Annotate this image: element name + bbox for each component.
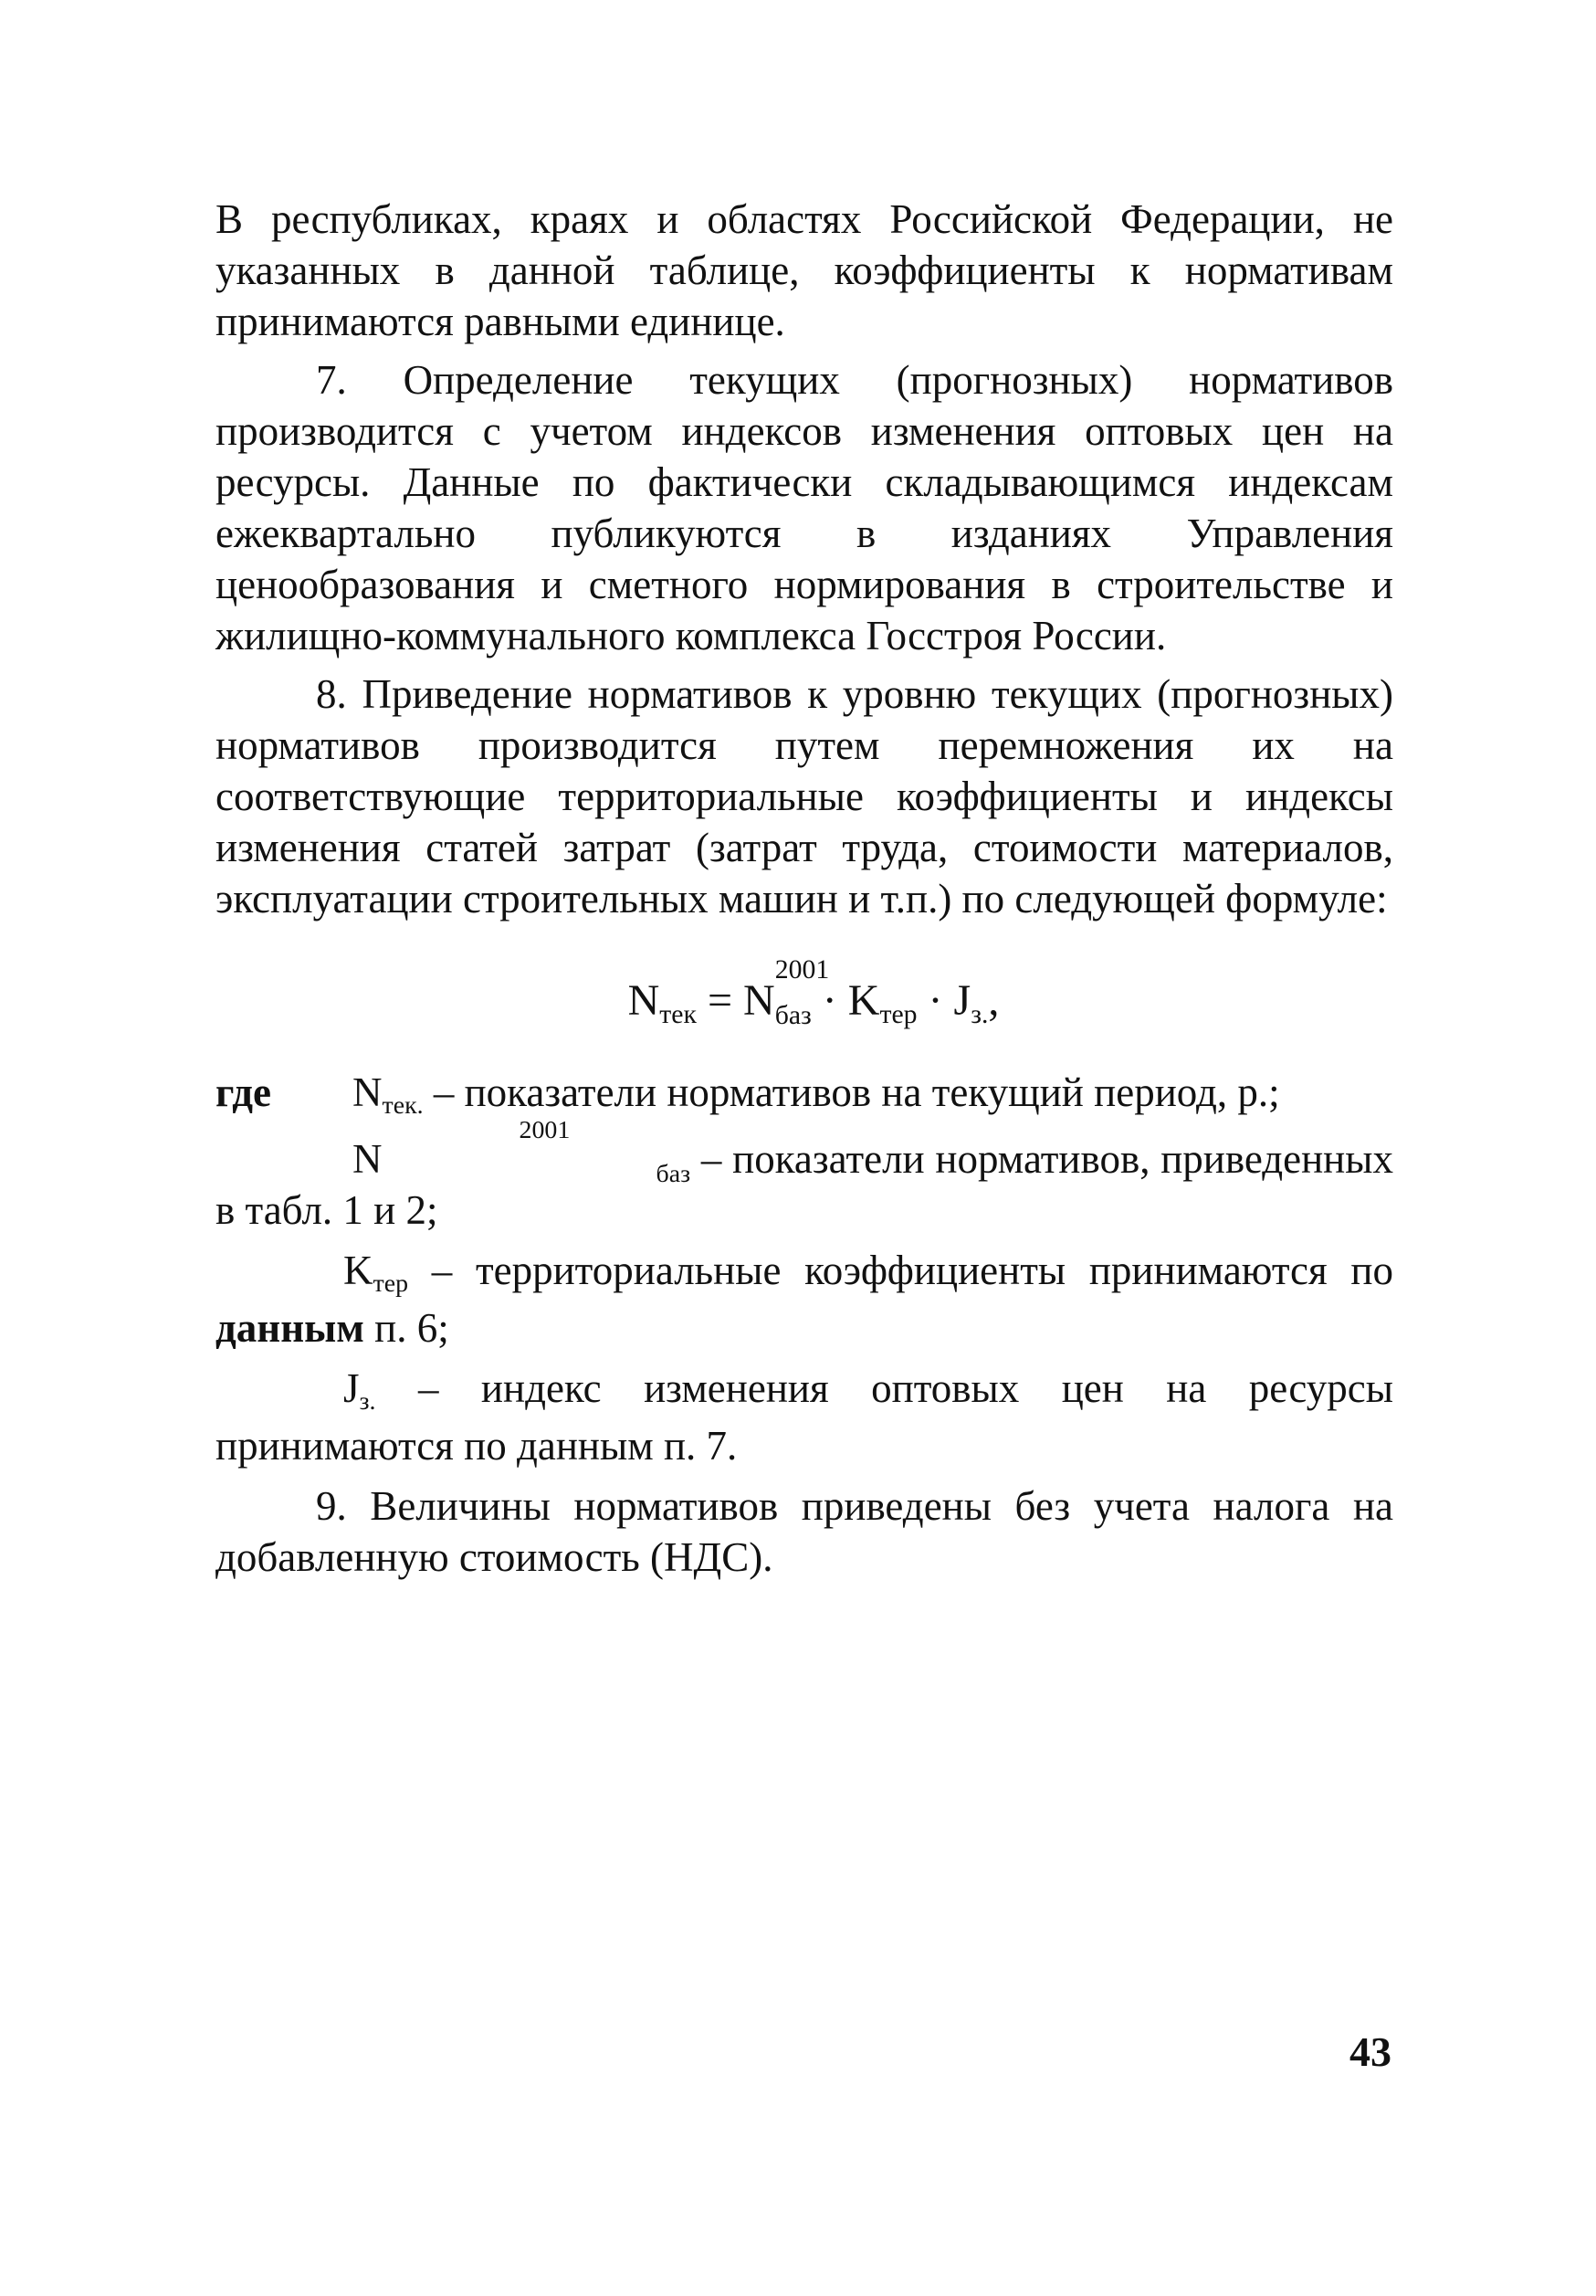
definition-2-supsub	[383, 1116, 691, 1188]
definition-4-symbol	[343, 1365, 376, 1417]
document-page	[215, 194, 1393, 1590]
definition-2-sup: 2001	[519, 1116, 571, 1145]
formula	[215, 953, 1393, 1036]
formula-n-sub: тек	[659, 998, 697, 1029]
formula-j: J	[953, 976, 971, 1025]
formula-n2: N	[743, 976, 775, 1025]
definition-1-sym-sub: тек.	[382, 1091, 424, 1121]
page-number: 43	[1349, 2028, 1391, 2075]
paragraph-9: 9. Величины нормативов приведены без учета налога на добавленную стоимость (НДС).	[215, 1483, 1393, 1580]
paragraph-8: 8. Приведение нормативов к уровню текущих (прогнозных) нормативов производится путем перемножения их на соответствующие территориальные коэффициенты и индексы изменения статей затрат (затрат труда, стоимости материалов, эксплуатации строительных машин и т.п.) по следующей формуле:	[215, 671, 1393, 922]
formula-tail: ,	[988, 976, 1000, 1025]
definition-3-bold: данным	[215, 1305, 364, 1351]
paragraph-7: 7. Определение текущих (прогнозных) нормативов производится с учетом индексов изменения оптовых цен на ресурсы. Данные по фактически складывающимся индексам ежеквартально публикуются в изданиях Управления ценообразования и сметного нормирования в строительстве и жилищно-коммунального комплекса Госстроя России.	[215, 357, 1393, 658]
definition-4-sym-sub: з.	[359, 1387, 376, 1417]
formula-n2-sub: баз	[774, 1000, 812, 1031]
definition-1-sym-letter: N	[352, 1069, 383, 1115]
formula-j-sub: з.	[971, 998, 989, 1029]
formula-dot-1: ·	[822, 976, 837, 1025]
definition-3-symbol	[343, 1248, 409, 1299]
definition-2-sub: баз	[656, 1159, 691, 1188]
definition-3-sym-letter: K	[343, 1248, 373, 1293]
definition-1-symbol	[352, 1069, 424, 1121]
definition-4	[215, 1363, 1393, 1471]
formula-dot-2: ·	[928, 976, 943, 1025]
formula-k: K	[847, 976, 880, 1025]
formula-n2-supsub	[774, 953, 830, 1031]
formula-n: N	[627, 976, 660, 1025]
formula-eq: =	[707, 976, 733, 1025]
definition-2-symbol	[352, 1116, 691, 1188]
definition-3-sym-sub: тер	[373, 1269, 409, 1299]
definition-2	[215, 1116, 1393, 1236]
formula-k-sub: тер	[879, 998, 918, 1029]
definition-4-text: – индекс изменения оптовых цен на ресурсы принимаются по данным п. 7.	[215, 1365, 1393, 1469]
definition-1-text: – показатели нормативов на текущий период, р.;	[423, 1069, 1280, 1115]
paragraph-regions: В республиках, краях и областях Российской Федерации, не указанных в данной таблице, коэффициенты к нормативам принимаются равными единице.	[215, 196, 1393, 344]
definition-2-sym-letter: N	[352, 1136, 383, 1182]
definition-row-1	[215, 1067, 1393, 1124]
where-label: где	[215, 1069, 271, 1115]
definition-3-tail: п. 6;	[363, 1305, 449, 1351]
formula-n2-sup: 2001	[774, 953, 830, 985]
definition-1	[352, 1067, 1393, 1124]
definition-3-text: – территориальные коэффициенты принимаются по	[408, 1248, 1393, 1293]
definition-2-text: – показатели нормативов, приведенных в табл. 1 и 2;	[215, 1136, 1393, 1233]
definition-3	[215, 1245, 1393, 1353]
definition-4-sym-letter: J	[343, 1365, 360, 1411]
